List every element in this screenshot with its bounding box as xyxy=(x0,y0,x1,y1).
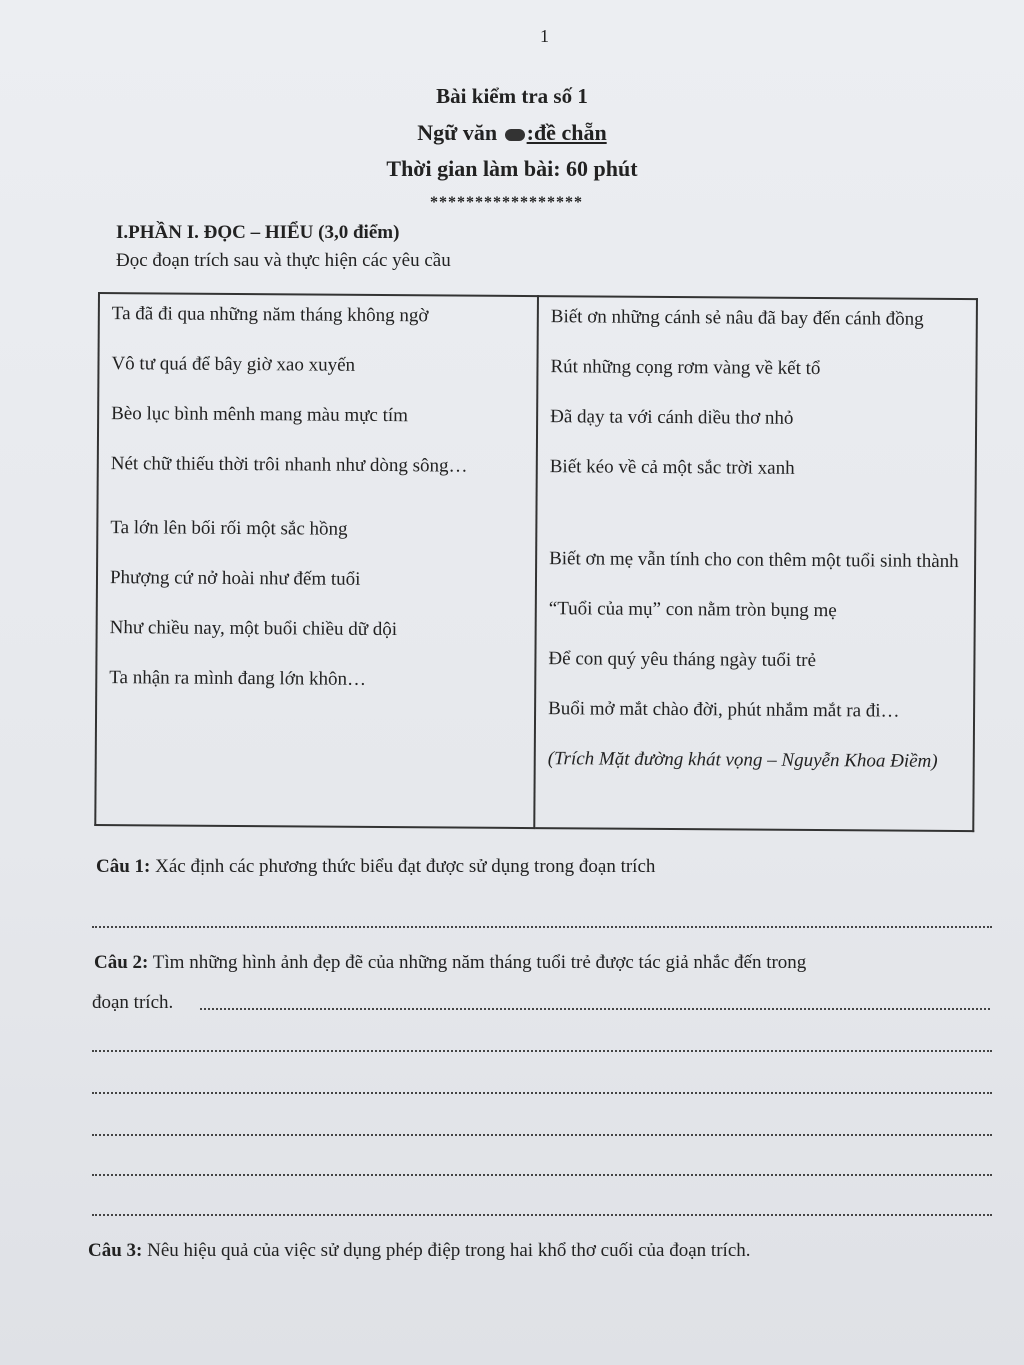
redaction-mark xyxy=(505,129,525,141)
section-heading xyxy=(116,222,399,244)
poem-line: Như chiều nay, một buổi chiều dữ dội xyxy=(109,617,398,641)
poem-line: Ta nhận ra mình đang lớn khôn… xyxy=(109,667,367,690)
poem-line: Bèo lục bình mênh mang màu mực tím xyxy=(111,403,409,427)
subject-line xyxy=(0,120,1024,146)
answer-line[interactable] xyxy=(92,1132,992,1136)
poem-citation: (Trích Mặt đường khát vọng – Nguyễn Khoa Điềm) xyxy=(547,748,938,772)
poem-line: Nét chữ thiếu thời trôi nhanh như dòng sông… xyxy=(110,453,468,477)
answer-line[interactable] xyxy=(200,1006,990,1010)
poem-left-column xyxy=(95,293,538,828)
question-3 xyxy=(88,1240,751,1262)
poem-line: Ta lớn lên bối rối một sắc hồng xyxy=(110,517,348,540)
poem-table xyxy=(94,292,978,832)
subject-suffix: :đề chẵn xyxy=(526,120,607,145)
question-2-label: Câu 2: xyxy=(94,952,149,973)
answer-line[interactable] xyxy=(92,1212,992,1216)
poem-line: Biết ơn những cánh sẻ nâu đã bay đến cánh đồng xyxy=(550,306,924,330)
poem-line: Đã dạy ta với cánh diều thơ nhỏ xyxy=(550,406,794,429)
page-number: 1 xyxy=(540,26,549,46)
question-2-text: Tìm những hình ảnh đẹp đẽ của những năm tháng tuổi trẻ được tác giả nhắc đến trong xyxy=(152,952,807,973)
poem-line: Buổi mở mắt chào đời, phút nhắm mắt ra đi… xyxy=(548,698,900,722)
poem-line: Biết ơn mẹ vẫn tính cho con thêm một tuổi sinh thành xyxy=(549,548,959,573)
section-instruction: Đọc đoạn trích sau và thực hiện các yêu cầu xyxy=(116,250,451,271)
poem-line: Để con quý yêu tháng ngày tuổi trẻ xyxy=(548,648,817,672)
answer-line[interactable] xyxy=(92,1048,992,1052)
poem-line: Phượng cứ nở hoài như đếm tuổi xyxy=(109,567,361,590)
poem-line: Vô tư quá để bây giờ xao xuyến xyxy=(111,353,356,376)
poem-line: “Tuổi của mụ” con nằm tròn bụng mẹ xyxy=(548,598,837,622)
question-1-label: Câu 1: xyxy=(96,856,151,877)
question-2-continuation: đoạn trích. xyxy=(92,992,174,1013)
question-1-text: Xác định các phương thức biểu đạt được sử dụng trong đoạn trích xyxy=(155,856,656,877)
answer-line[interactable] xyxy=(92,1172,992,1176)
question-2 xyxy=(94,952,806,974)
section-title: I.PHẦN I. ĐỌC – HIỂU xyxy=(116,222,314,243)
question-3-text: Nêu hiệu quả của việc sử dụng phép điệp trong hai khổ thơ cuối của đoạn trích. xyxy=(147,1240,751,1261)
time-limit: Thời gian làm bài: 60 phút xyxy=(386,156,638,181)
poem-right-column xyxy=(534,296,977,831)
poem-line: Ta đã đi qua những năm tháng không ngờ xyxy=(111,303,429,327)
poem-line: Biết kéo về cả một sắc trời xanh xyxy=(549,456,795,479)
subject-prefix: Ngữ văn xyxy=(417,120,498,145)
poem-line: Rút những cọng rơm vàng về kết tổ xyxy=(550,356,821,380)
star-divider: ***************** xyxy=(430,194,583,211)
answer-line[interactable] xyxy=(92,1090,992,1094)
exam-title: Bài kiểm tra số 1 xyxy=(436,84,588,108)
question-3-label: Câu 3: xyxy=(88,1240,143,1261)
question-1 xyxy=(96,856,655,878)
section-points: (3,0 điểm) xyxy=(318,222,400,243)
answer-line[interactable] xyxy=(92,924,992,928)
